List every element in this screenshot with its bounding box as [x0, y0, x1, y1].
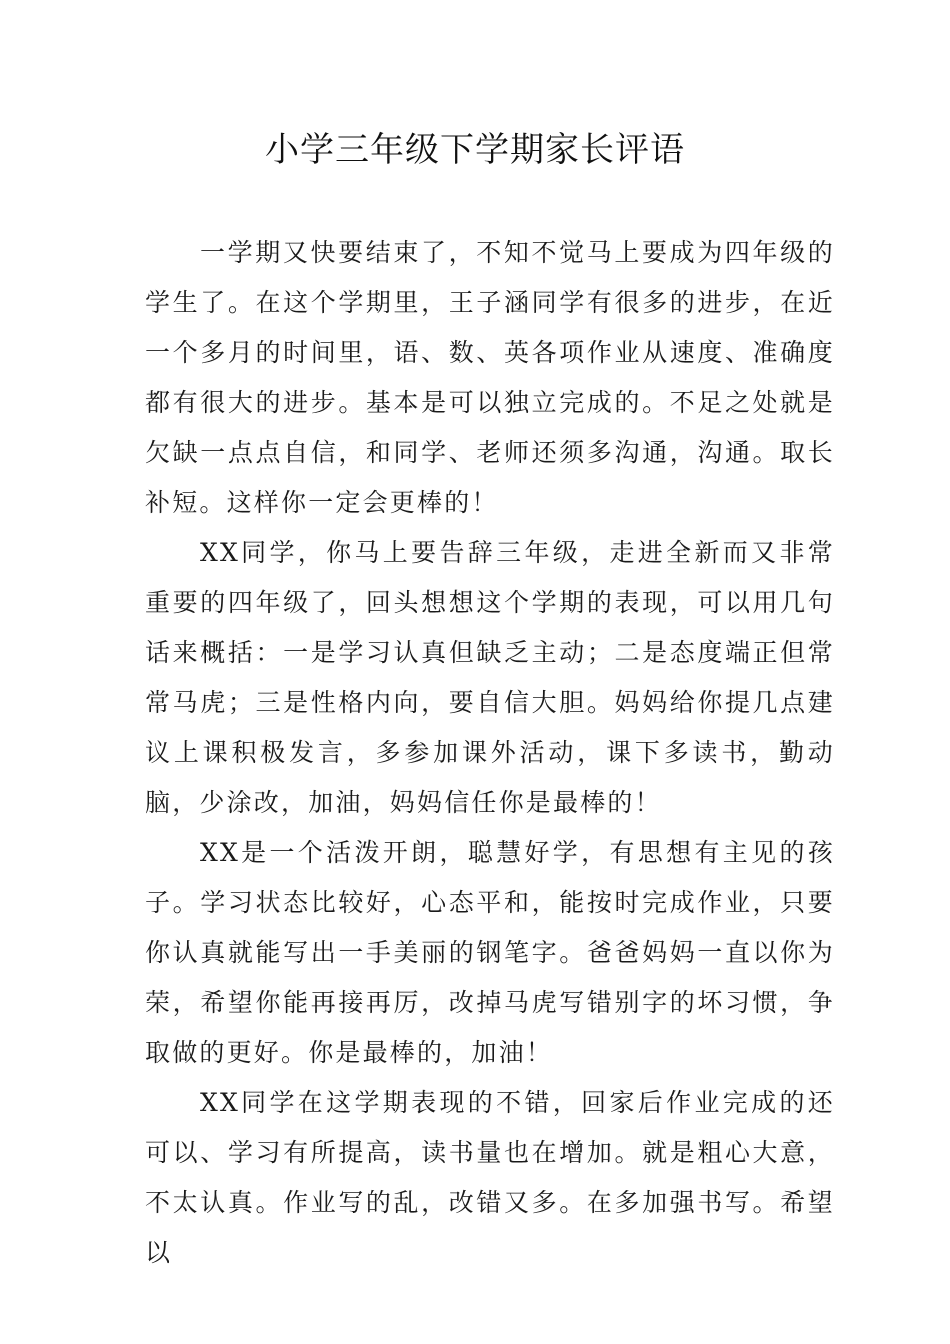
document-body: [145, 228, 835, 1278]
paragraph-1: 一学期又快要结束了，不知不觉马上要成为四年级的学生了。在这个学期里，王子涵同学有很多的进步，在近一个多月的时间里，语、数、英各项作业从速度、准确度都有很大的进步。基本是可以独立完成的。不足之处就是欠缺一点点自信，和同学、老师还须多沟通，沟通。取长补短。这样你一定会更棒的！: [145, 238, 835, 517]
paragraph-3: XX是一个活泼开朗，聪慧好学，有思想有主见的孩子。学习状态比较好，心态平和，能按时完成作业，只要你认真就能写出一手美丽的钢笔字。爸爸妈妈一直以你为荣，希望你能再接再厉，改掉马虎写错别字的坏习惯，争取做的更好。你是最棒的，加油！: [145, 838, 835, 1067]
paragraph-4: XX同学在这学期表现的不错，回家后作业完成的还可以、学习有所提高，读书量也在增加。就是粗心大意，不太认真。作业写的乱，改错又多。在多加强书写。希望以: [145, 1088, 835, 1267]
document-title: 小学三年级下学期家长评语: [265, 130, 685, 170]
paragraph-2: XX同学，你马上要告辞三年级，走进全新而又非常重要的四年级了，回头想想这个学期的表现，可以用几句话来概括：一是学习认真但缺乏主动；二是态度端正但常常马虎；三是性格内向，要自信大胆。妈妈给你提几点建议上课积极发言，多参加课外活动，课下多读书，勤动脑，少涂改，加油，妈妈信任你是最棒的！: [145, 538, 835, 817]
